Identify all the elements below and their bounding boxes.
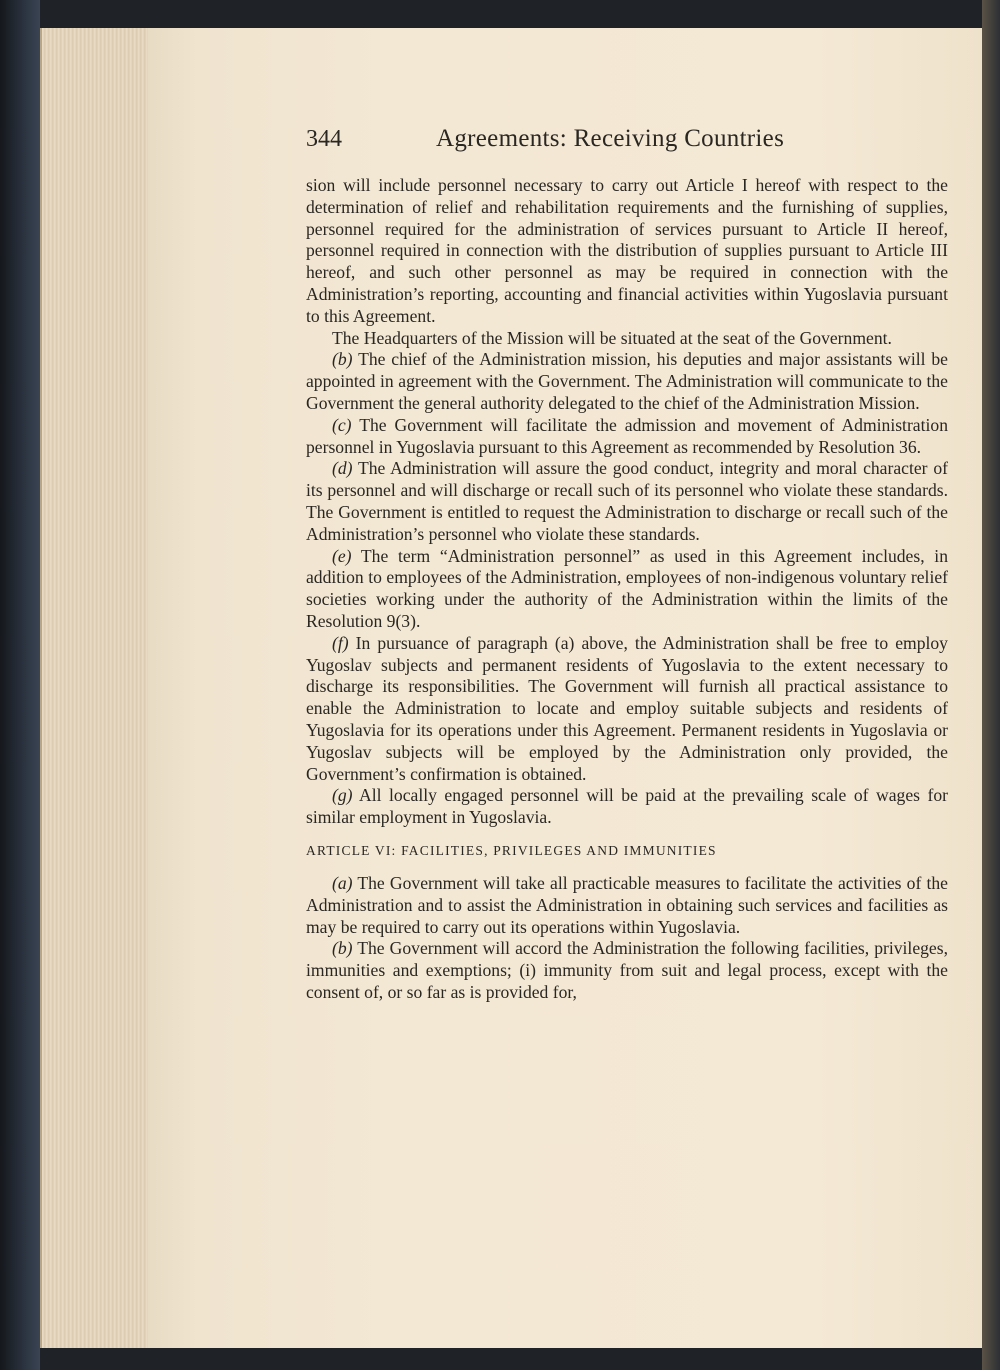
paragraph-text: The term “Administration personnel” as used in this Agreement includes, in addition to employees of the Administration, employees of non-indigenous voluntary relief societies working under the authority of the Administration within the limits of the Resolution 9(3). [306, 545, 948, 631]
paragraph-text: The Government will accord the Administration the following facilities, privileges, immunities and exemptions; (i) immunity from suit and legal process, except with the consent of, or so far as is provided for, [306, 938, 948, 1002]
paragraph-text: The Headquarters of the Mission will be situated at the seat of the Government. [332, 327, 892, 348]
paragraph-label: (c) [332, 414, 352, 435]
paragraph-label: (g) [332, 785, 353, 806]
paragraph-g [306, 785, 948, 829]
paragraph-text: All locally engaged personnel will be paid at the prevailing scale of wages for similar employment in Yugoslavia. [306, 785, 948, 828]
paragraph-label: (f) [332, 632, 349, 653]
paragraph-text: sion will include personnel necessary to carry out Article I hereof with respect to the determination of relief and rehabilitation requirements and the furnishing of supplies, personnel required for the administration of services pursuant to Article II hereof, personnel required in connection with the distribution of supplies pursuant to Article III hereof, and such other personnel as may be required in connection with the Administration’s reporting, accounting and financial activities within Yugoslavia pursuant to this Agreement. [306, 175, 948, 326]
article-paragraph-b [306, 938, 948, 1003]
paragraph-label: (a) [332, 872, 353, 893]
book-cover-right [982, 0, 1000, 1370]
paragraph-text: The Government will take all practicable measures to facilitate the activities of the Administration and to assist the Administration in obtaining such services and facilities as may be required to carry out its operations within Yugoslavia. [306, 872, 948, 937]
page-text-block [306, 125, 948, 1004]
paragraph-e [306, 546, 948, 633]
paragraph-label: (e) [332, 545, 352, 566]
paragraph-text: The Administration will assure the good conduct, integrity and moral character of its personnel and will discharge or recall such of its personnel who violate these standards. The Government is entitled to request the Administration to discharge or recall such of the Administration’s personnel who violate these standards. [306, 458, 948, 544]
paragraph-label: (b) [332, 349, 353, 370]
paragraph-text: The Government will facilitate the admission and movement of Administration personnel in Yugoslavia pursuant to this Agreement as recommended by Resolution 36. [306, 414, 948, 457]
article-heading: ARTICLE VI: FACILITIES, PRIVILEGES AND IMMUNITIES [306, 842, 717, 858]
paragraph-d [306, 458, 948, 545]
paragraph-headquarters [306, 328, 948, 350]
running-head [306, 125, 948, 169]
paragraph-label: (b) [332, 938, 353, 959]
page-title: Agreements: Receiving Countries [436, 125, 785, 152]
paragraph-b [306, 349, 948, 414]
article-paragraph-a [306, 873, 948, 938]
paragraph-c [306, 415, 948, 459]
book-cover-left [0, 0, 40, 1370]
page-edges [40, 28, 152, 1348]
paragraph-text: The chief of the Administration mission, his deputies and major assistants will be appointed in agreement with the Government. The Administration will communicate to the Government the general authority delegated to the chief of the Administration Mission. [306, 349, 948, 413]
paragraph-continuation [306, 175, 948, 328]
paragraph-label: (d) [332, 458, 353, 479]
page-number: 344 [306, 126, 342, 152]
paragraph-text: In pursuance of paragraph (a) above, the Administration shall be free to employ Yugoslav subjects and permanent residents of Yugoslavia to the extent necessary to discharge its responsibilities. The Government will furnish all practical assistance to enable the Administration to locate and employ suitable subjects and residents of Yugoslavia for its operations under this Agreement. Permanent residents in Yugoslavia or Yugoslav subjects will be employed by the Administration only provided, the Government’s confirmation is obtained. [306, 632, 948, 784]
paragraph-f [306, 633, 948, 786]
